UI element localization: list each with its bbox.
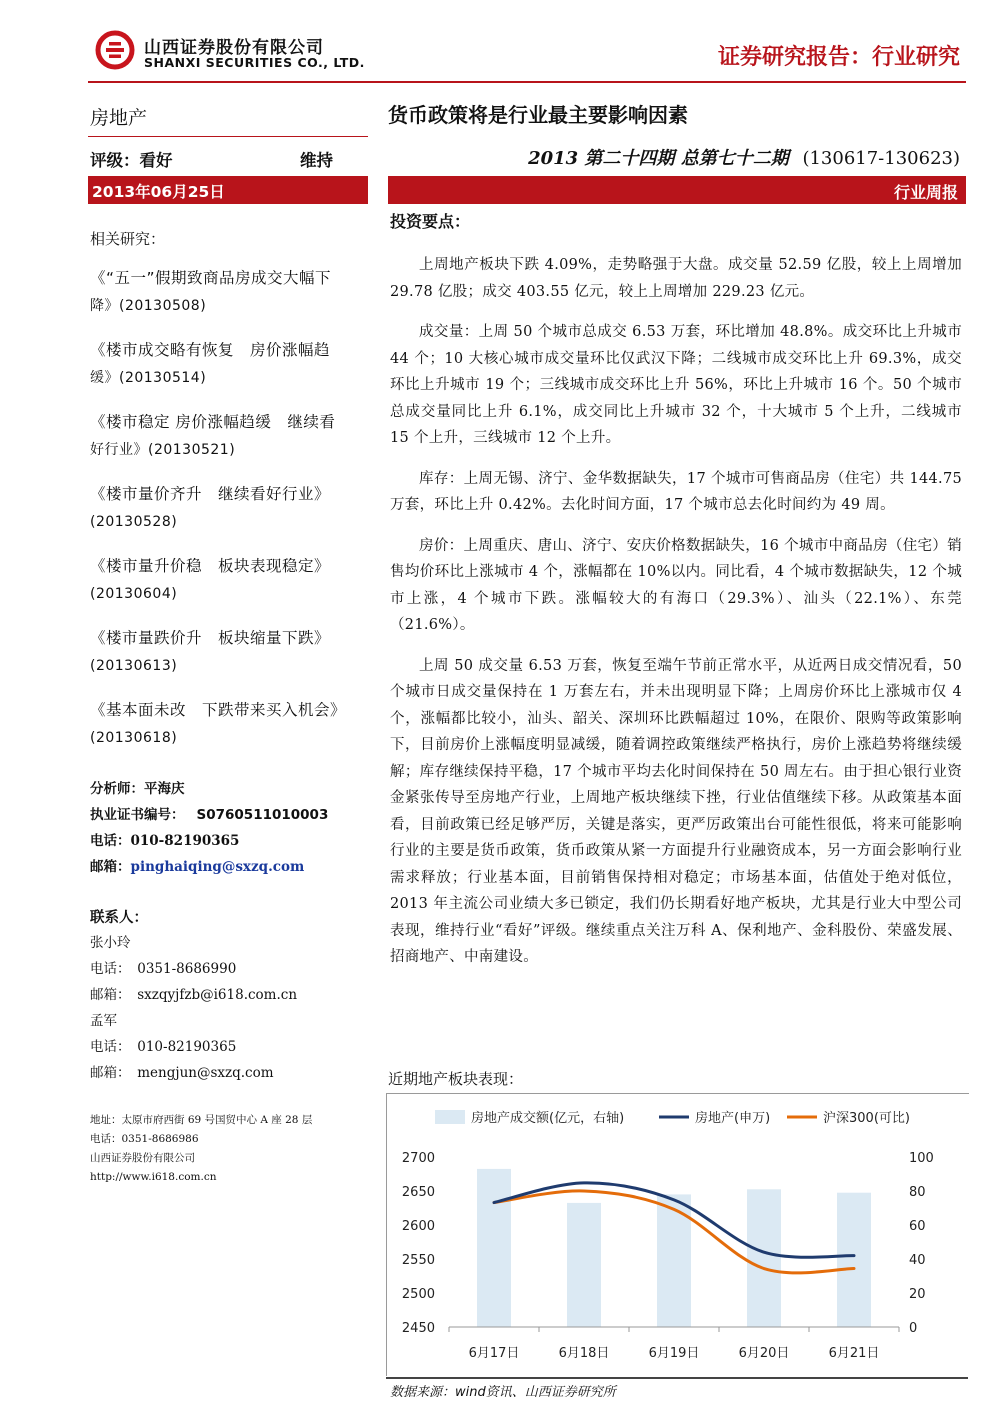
related-title-line: 《楼市量升价稳 板块表现稳定》 [90, 557, 331, 575]
address-footer [90, 1111, 370, 1187]
contact-name: 孟军 [90, 1013, 117, 1029]
email-label: 邮箱： [90, 859, 131, 875]
legend-label: 房地产成交额(亿元，右轴) [471, 1111, 625, 1126]
chart-bottom-rule [386, 1377, 968, 1379]
list-item[interactable] [90, 696, 370, 768]
contact-email[interactable]: 邮箱： mengjun@sxzq.com [90, 1065, 274, 1081]
sector-performance-chart [387, 1094, 967, 1376]
paragraph-price: 房价：上周重庆、唐山、济宁、安庆价格数据缺失，16 个城市中商品房（住宅）销售均价环比上涨城市 4 个，涨幅都在 10%以内。同比看，4 个城市数据缺失，12 个城市上涨，4 个城市下跌。涨幅较大的有海口（29.3%）、汕头（22.1%）、东莞（21.6%）。 [390, 537, 962, 633]
report-date-bar [88, 176, 368, 204]
chart-frame [386, 1093, 969, 1376]
chart-title: 近期地产板块表现： [388, 1070, 524, 1088]
related-title-line: 好行业》(20130521) [90, 442, 236, 458]
cert-label: 执业证书编号： [90, 807, 185, 823]
phone-label: 电话： [90, 833, 131, 849]
paragraph-volume: 成交量：上周 50 个城市总成交 6.53 万套，环比增加 48.8%。成交环比上升城市 44 个；10 大核心城市成交量环比仅武汉下降；二线城市成交环比上升 69.3%，成交环比上升城市 19 个；三线城市成交环比上升 56%，环比上升城市 16 个。50 个城市总成交量同比上升 6.1%，成交同比上升城市 32 个，十大城市 5 个上升，二线城市 15 个上升，三线城市 12 个上升。 [390, 324, 962, 446]
y-right-tick-label: 60 [909, 1219, 926, 1234]
list-item[interactable] [90, 480, 370, 552]
related-research-list [90, 264, 370, 768]
related-title-line: 《楼市成交略有恢复 房价涨幅趋 [90, 341, 331, 359]
related-title-line: 《“五一”假期致商品房成交大幅下 [90, 269, 332, 287]
contact-email[interactable]: 邮箱： sxzqyjfzb@i618.com.cn [90, 987, 298, 1003]
y-left-tick-label: 2450 [401, 1321, 435, 1336]
y-left-tick-label: 2600 [401, 1219, 435, 1234]
rating-change: 维持 [300, 151, 333, 170]
analyst-name: 分析师：平海庆 [90, 781, 185, 797]
analyst-email[interactable]: pinghaiqing@sxzq.com [130, 859, 305, 875]
related-title-line: 降》(20130508) [90, 298, 207, 314]
x-tick-label: 6月17日 [468, 1346, 520, 1361]
cert-number: S0760511010003 [196, 807, 329, 823]
sector-name: 房地产 [90, 107, 148, 129]
chart-source: 数据来源：wind资讯、山西证券研究所 [390, 1385, 616, 1400]
issue-number: 2013 第二十四期 总第七十二期 [528, 148, 789, 169]
x-tick-label: 6月19日 [648, 1346, 700, 1361]
chart-bar [567, 1203, 601, 1327]
legend-swatch-bar [435, 1110, 465, 1124]
address-line: 地址：太原市府西街 69 号国贸中心 A 座 28 层 [90, 1114, 313, 1126]
related-research-title: 相关研究： [90, 230, 166, 248]
list-item[interactable] [90, 336, 370, 408]
header-rule [88, 81, 966, 83]
y-right-tick-label: 40 [909, 1253, 926, 1268]
cert-line [90, 802, 370, 828]
analyst-block [90, 776, 370, 880]
paragraph-summary: 上周 50 成交量 6.53 万套，恢复至端午节前正常水平，从近两日成交情况看，50 个城市日成交量保持在 1 万套左右，并未出现明显下降；上周房价环比上涨城市仅 4 个，涨幅都比较小，汕头、韶关、深圳环比跌幅超过 10%，在限价、限购等政策影响下，目前房价上涨幅度明显减缓，随着调控政策继续严格执行，房价上涨趋势将继续缓解；库存继续保持平稳，17 个城市平均去化时间保持在 50 周左右。由于担心银行业资金紧张传导至房地产行业，上周地产板块继续下挫，行业估值继续下移。从政策基本面看，目前政策已经足够严厉，关键是落实，更严厉政策出台可能性很低，将来可能影响行业的主要是货币政策，货币政策从紧一方面提升行业融资成本，另一方面会影响行业需求释放；行业基本面，目前销售保持相对稳定；市场基本面，估值处于绝对低位，2013 年主流公司业绩大多已锁定，我们仍长期看好地产板块，尤其是行业大中型公司表现，维持行业“看好”评级。继续重点关注万科 A、保利地产、金科股份、荣盛发展、招商地产、中南建设。 [390, 657, 962, 965]
related-title-line: 缓》(20130514) [90, 370, 207, 386]
y-right-tick-label: 20 [909, 1287, 926, 1302]
related-title-line: (20130618) [90, 730, 178, 746]
sidebar-rule-1 [88, 136, 368, 137]
report-tag: 行业周报 [893, 183, 958, 202]
contacts-list [90, 930, 370, 1086]
related-title-line: 《楼市量跌价升 板块缩量下跌》 [90, 629, 331, 647]
section-title: 投资要点： [390, 212, 471, 231]
chart-bar [477, 1169, 511, 1327]
analyst-phone-line [90, 828, 370, 854]
report-tag-bar [388, 176, 966, 204]
report-title: 货币政策将是行业最主要影响因素 [388, 103, 688, 127]
analyst-email-line [90, 854, 370, 880]
report-date: 2013年06月25日 [92, 183, 225, 201]
related-title-line: 《楼市稳定 房价涨幅趋缓 继续看 [90, 413, 336, 431]
y-right-tick-label: 80 [909, 1185, 926, 1200]
contacts-title: 联系人： [90, 910, 148, 926]
list-item[interactable] [90, 624, 370, 696]
related-title-line: 《楼市量价齐升 继续看好行业》 [90, 485, 331, 503]
list-item[interactable] [90, 264, 370, 336]
company-name-cn: 山西证券股份有限公司 [144, 38, 324, 58]
contact-item [90, 930, 370, 1008]
y-left-tick-label: 2700 [401, 1151, 435, 1166]
report-type: 证券研究报告：行业研究 [717, 45, 960, 70]
company-logo [95, 30, 135, 70]
chart-bar [837, 1193, 871, 1327]
legend-label: 沪深300(可比) [823, 1111, 910, 1126]
contact-phone: 电话： 0351-8686990 [90, 961, 237, 977]
chart-bar [747, 1189, 781, 1327]
contact-item [90, 1008, 370, 1086]
related-title-line: (20130528) [90, 514, 178, 530]
company-name-en: SHANXI SECURITIES CO., LTD. [144, 55, 365, 70]
paragraph-market: 上周地产板块下跌 4.09%，走势略强于大盘。成交量 52.59 亿股，较上上周增加 29.78 亿股；成交 403.55 亿元，较上上周增加 229.23 亿元。 [390, 257, 962, 300]
x-tick-label: 6月18日 [558, 1346, 610, 1361]
x-tick-label: 6月20日 [738, 1346, 790, 1361]
issue-line [528, 144, 960, 170]
y-left-tick-label: 2500 [401, 1287, 435, 1302]
related-title-line: 《基本面未改 下跌带来买入机会》 [90, 701, 347, 719]
y-left-tick-label: 2550 [401, 1253, 435, 1268]
list-item[interactable] [90, 552, 370, 624]
address-phone: 电话：0351-8686986 [90, 1133, 199, 1145]
y-right-tick-label: 100 [909, 1151, 934, 1166]
paragraph-inventory: 库存：上周无锡、济宁、金华数据缺失，17 个城市可售商品房（住宅）共 144.75 万套，环比上升 0.42%。去化时间方面，17 个城市总去化时间约为 49 周。 [390, 470, 962, 513]
contact-phone: 电话： 010-82190365 [90, 1039, 237, 1055]
list-item[interactable] [90, 408, 370, 480]
analyst-phone: 010-82190365 [130, 833, 240, 849]
y-left-tick-label: 2650 [401, 1185, 435, 1200]
x-tick-label: 6月21日 [828, 1346, 880, 1361]
related-title-line: (20130604) [90, 586, 178, 602]
contact-name: 张小玲 [90, 935, 131, 951]
logo-icon [95, 30, 135, 70]
address-company: 山西证券股份有限公司 [90, 1152, 195, 1164]
legend-label: 房地产(申万) [695, 1111, 771, 1126]
y-right-tick-label: 0 [909, 1321, 918, 1336]
key-points [390, 252, 962, 971]
related-title-line: (20130613) [90, 658, 178, 674]
rating-label: 评级：看好 [90, 151, 173, 170]
website-link[interactable]: http://www.i618.com.cn [90, 1171, 217, 1183]
issue-range: (130617-130623) [802, 148, 960, 169]
